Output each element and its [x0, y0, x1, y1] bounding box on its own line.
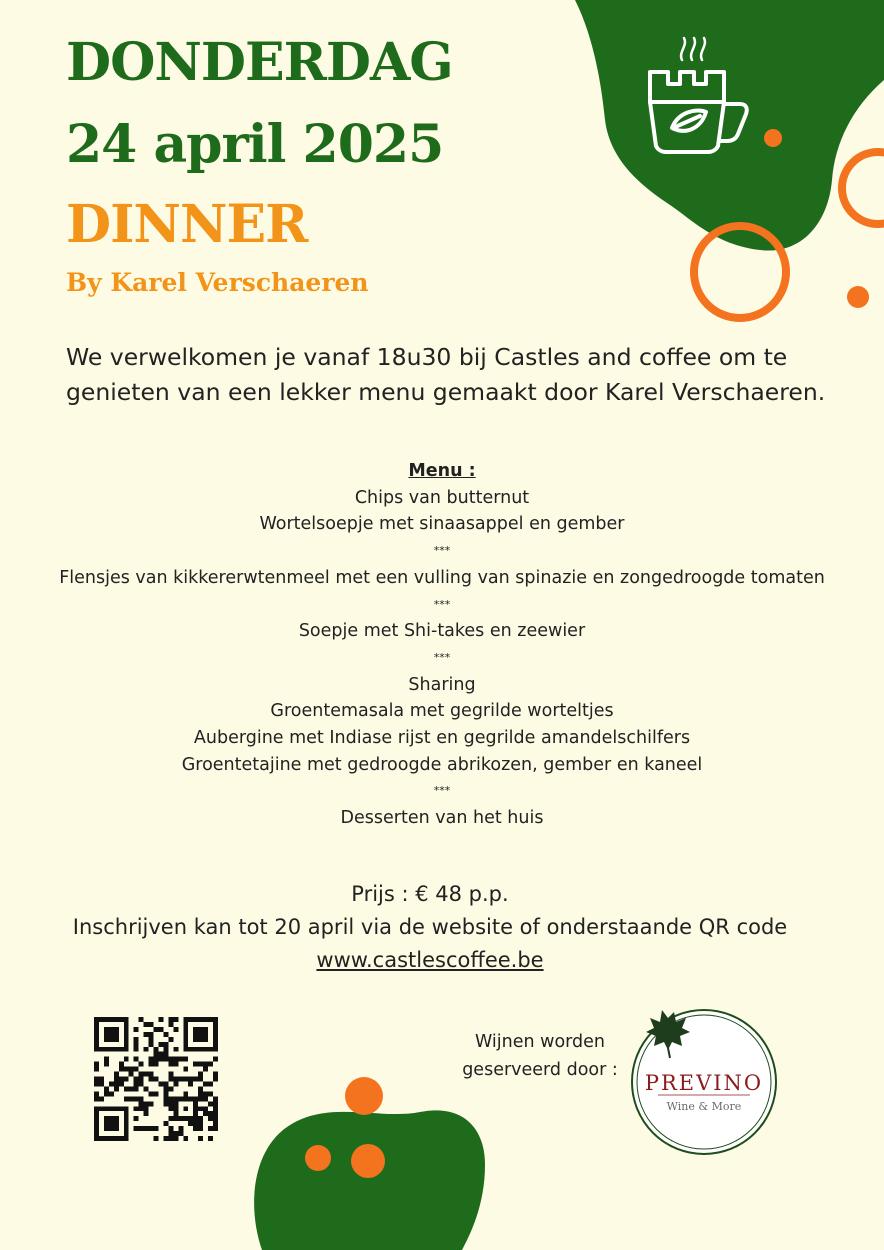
- orange-dot-right: [847, 286, 869, 308]
- menu-item: Aubergine met Indiase rijst en gegrilde amandelschilfers: [193, 728, 691, 749]
- website-link[interactable]: www.castlescoffee.be: [316, 948, 544, 972]
- event-date: 24 april 2025: [66, 114, 444, 175]
- orange-ring-right: [842, 152, 884, 224]
- orange-dot-top: [764, 129, 782, 147]
- registration-info: [0, 878, 860, 977]
- orange-dot-bottom-left: [305, 1145, 331, 1171]
- price: Prijs : € 48 p.p.: [351, 882, 509, 906]
- wines-line-2: geserveerd door :: [462, 1060, 618, 1080]
- menu-separator: ***: [433, 784, 451, 798]
- green-blob-bottom: [254, 1110, 485, 1250]
- menu-separator: ***: [433, 544, 451, 558]
- menu-item: Desserten van het huis: [340, 808, 544, 829]
- menu-heading: Menu :: [408, 461, 476, 481]
- menu-separator: ***: [433, 597, 451, 611]
- event-day: DONDERDAG: [66, 32, 453, 93]
- previno-name: PREVINO: [644, 1071, 764, 1095]
- menu-item: Wortelsoepje met sinaasappel en gember: [259, 514, 625, 535]
- menu-item: Groentemasala met gegrilde worteltjes: [270, 701, 614, 722]
- event-title: DINNER: [66, 194, 308, 255]
- wines-line-1: Wijnen worden: [474, 1032, 606, 1052]
- wines-note: [440, 1028, 640, 1084]
- qr-code[interactable]: [94, 1017, 218, 1141]
- menu-item: Soepje met Shi-takes en zeewier: [298, 621, 586, 642]
- menu-item: Flensjes van kikkererwtenmeel met een vulling van spinazie en zongedroogde tomaten: [59, 567, 825, 588]
- previno-logo: [628, 1006, 780, 1158]
- menu-item: Sharing: [408, 674, 476, 695]
- orange-dot-bottom-right: [351, 1144, 385, 1178]
- orange-dot-bottom-top: [345, 1077, 383, 1115]
- menu-item: Chips van butternut: [354, 487, 530, 508]
- menu-item: Groentetajine met gedroogde abrikozen, gember en kaneel: [181, 754, 703, 775]
- event-byline: By Karel Verschaeren: [66, 268, 369, 297]
- previno-tagline: Wine & More: [666, 1100, 742, 1113]
- green-blob-top: [575, 0, 884, 251]
- intro-text: We verwelkomen je vanaf 18u30 bij Castles and coffee om te genieten van een lekker menu gemaakt door Karel Verschaeren.: [66, 343, 826, 406]
- menu-list: [0, 458, 884, 832]
- registration-text: Inschrijven kan tot 20 april via de website of onderstaande QR code: [72, 915, 788, 939]
- menu-separator: ***: [433, 650, 451, 664]
